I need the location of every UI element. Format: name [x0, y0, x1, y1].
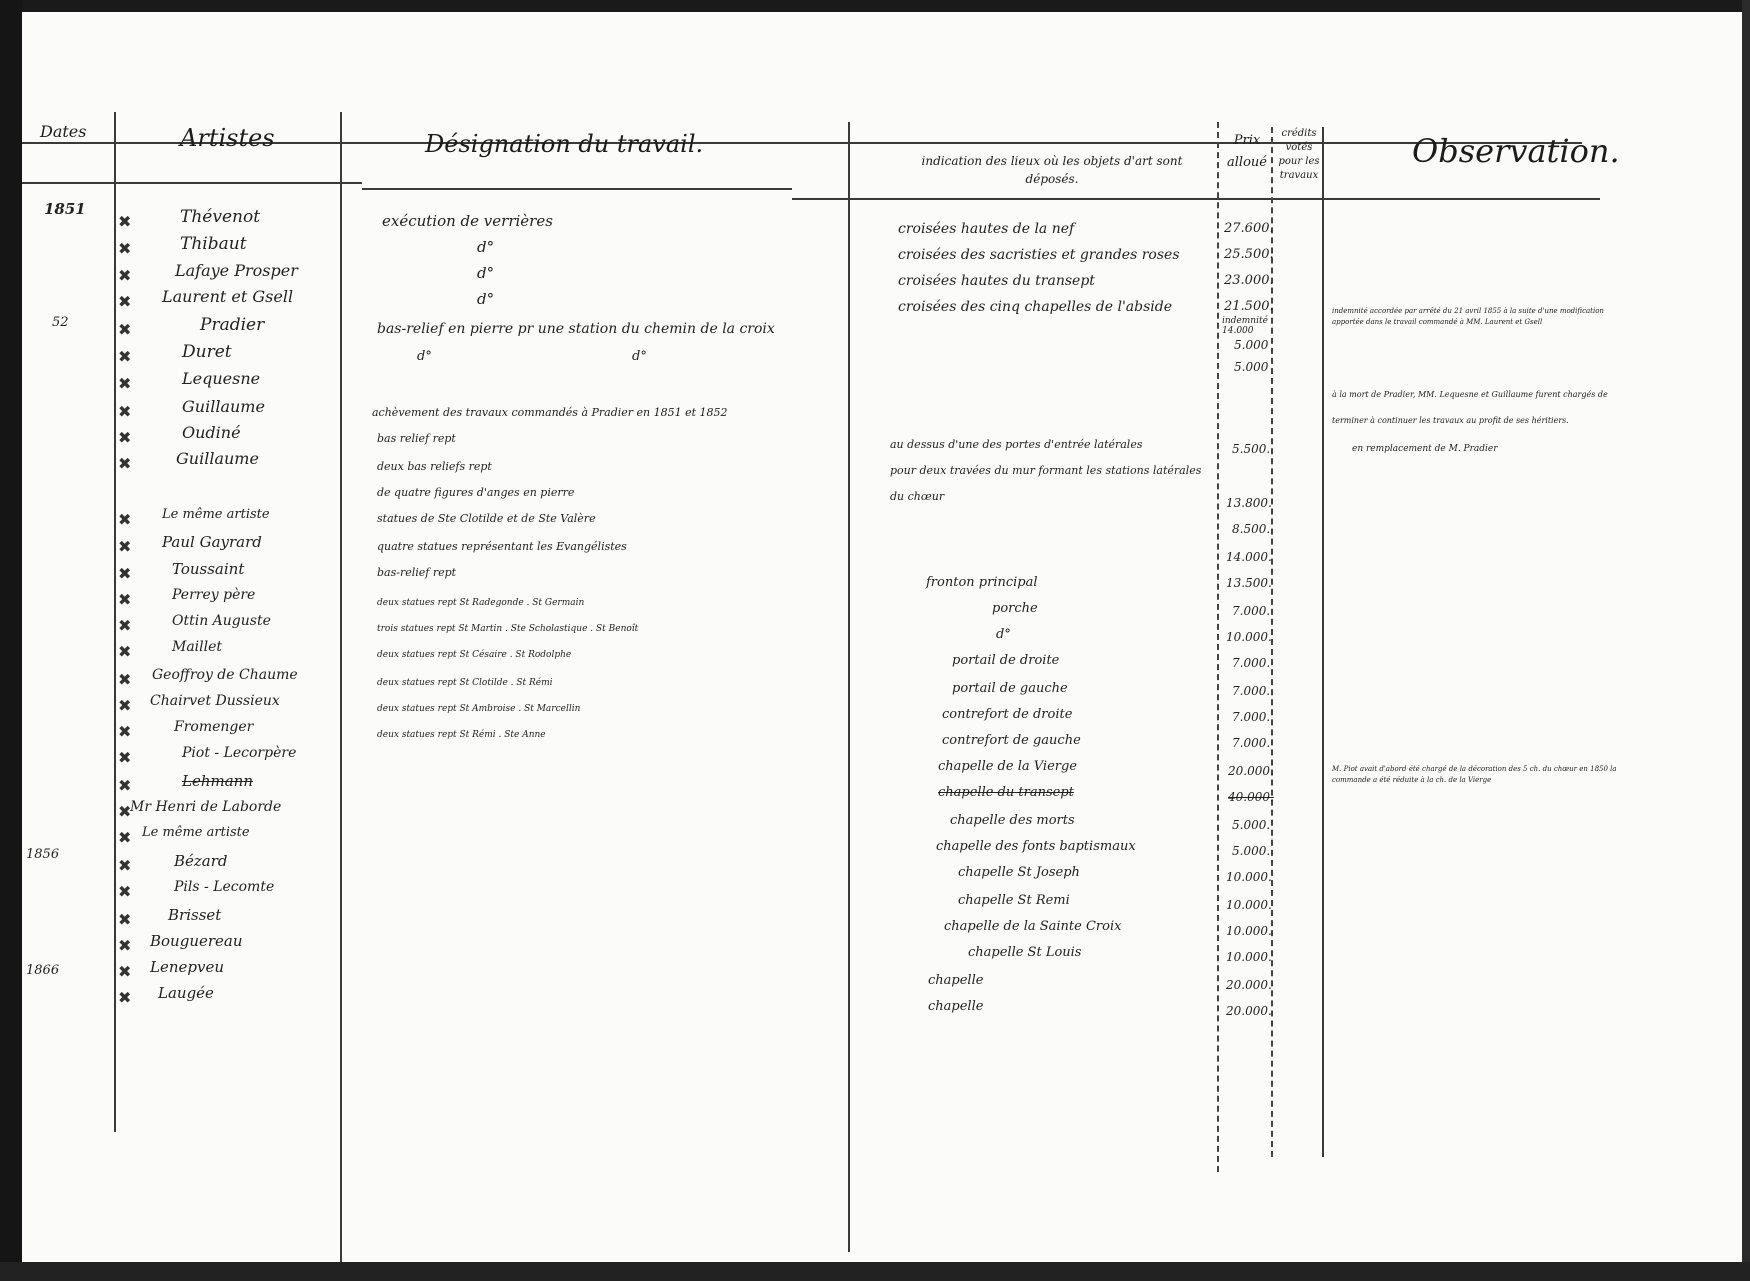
tick-mark: ✖	[118, 802, 132, 821]
artist-row: Le même artiste	[162, 507, 270, 522]
artist-row: Lenepveu	[150, 958, 224, 976]
date-1856: 1856	[26, 847, 60, 862]
tick-mark: ✖	[118, 239, 132, 258]
price-row: 5.000.	[1232, 818, 1271, 832]
price-row: 10.000.	[1226, 630, 1272, 644]
designation-row: bas relief rept	[377, 432, 456, 445]
designation-row: deux bas reliefs rept	[377, 460, 492, 473]
tick-mark: ✖	[118, 374, 132, 393]
tick-mark: ✖	[118, 696, 132, 715]
price-row: 7.000.	[1232, 710, 1271, 724]
artist-row-struck: Lehmann	[182, 772, 253, 790]
price-row: 7.000.	[1232, 656, 1271, 670]
observation-note: à la mort de Pradier, MM. Lequesne et Guillaume furent chargés de terminer à continuer les travaux au profit de ses héritiers.	[1332, 390, 1608, 425]
tick-mark: ✖	[118, 748, 132, 767]
tick-mark: ✖	[118, 402, 132, 421]
designation-row: bas-relief rept	[377, 566, 457, 579]
observation-note: indemnité accordée par arrêté du 21 avril 1855 à la suite d'une modification apportée dans le travail commandé à MM. Laurent et Gsell	[1332, 307, 1604, 326]
designation-row: d°	[417, 349, 432, 364]
location-row: chapelle de la Sainte Croix	[944, 919, 1122, 934]
artist-row: Thibaut	[180, 234, 247, 254]
artist-row: Brisset	[168, 906, 222, 924]
designation-row: deux statues rept St Ambroise . St Marcellin	[377, 704, 581, 714]
price-row: 20.000.	[1228, 764, 1274, 778]
location-row: portail de droite	[952, 653, 1060, 668]
ledger-page	[22, 12, 1742, 1262]
designation-row: bas-relief en pierre pr une station du chemin de la croix	[377, 321, 775, 337]
header-artists: Artistes	[180, 124, 275, 152]
price-row: 23.000.	[1224, 273, 1274, 288]
scan-border-left	[0, 0, 22, 1281]
location-row: fronton principal	[926, 575, 1038, 590]
tick-mark: ✖	[118, 670, 132, 689]
header-rule-right	[792, 198, 1600, 200]
designation-row: deux statues rept St Césaire . St Rodolphe	[377, 650, 572, 660]
col-rule-artists	[340, 112, 342, 1262]
price-row: 10.000.	[1226, 898, 1272, 912]
tick-mark: ✖	[118, 856, 132, 875]
designation-row: deux statues rept St Clotilde . St Rémi	[377, 678, 553, 688]
tick-mark: ✖	[118, 616, 132, 635]
location-row: porche	[992, 601, 1038, 616]
price-row: 5.500.	[1232, 442, 1271, 456]
tick-mark: ✖	[118, 292, 132, 311]
location-row: contrefort de droite	[942, 707, 1073, 722]
header-dates: Dates	[40, 122, 87, 141]
tick-mark: ✖	[118, 882, 132, 901]
location-row: contrefort de gauche	[942, 733, 1081, 748]
location-row: chapelle St Louis	[968, 945, 1082, 960]
location-row: d°	[996, 627, 1011, 642]
scan-border-bottom	[0, 1262, 1750, 1281]
price-row: 8.500.	[1232, 522, 1271, 536]
artist-row: Maillet	[172, 639, 223, 655]
price-row: indemnité 14.000	[1222, 316, 1268, 336]
header-observation: Observation.	[1412, 132, 1620, 170]
price-row: 5.000	[1234, 360, 1269, 374]
location-row: au dessus d'une des portes d'entrée latérales	[890, 438, 1143, 451]
artist-row: Mr Henri de Laborde	[130, 799, 282, 815]
price-row: 13.500.	[1226, 576, 1272, 590]
col-rule-designation	[848, 122, 850, 1252]
artist-row: Paul Gayrard	[162, 533, 262, 551]
designation-row: d°	[477, 290, 495, 308]
artist-row: Geoffroy de Chaume	[152, 667, 298, 683]
price-row: 10.000.	[1226, 950, 1272, 964]
location-row: chapelle des fonts baptismaux	[936, 839, 1136, 854]
location-row: chapelle	[928, 999, 984, 1014]
designation-row: deux statues rept St Rémi . Ste Anne	[377, 730, 546, 740]
scan-border-top	[0, 0, 1750, 12]
header-price: Prix alloué	[1227, 133, 1267, 170]
tick-mark: ✖	[118, 962, 132, 981]
tick-mark: ✖	[118, 910, 132, 929]
col-rule-credits	[1322, 127, 1324, 1157]
designation-row: quatre statues représentant les Evangélistes	[377, 540, 627, 553]
designation-row: trois statues rept St Martin . Ste Scholastique . St Benoît	[377, 624, 639, 634]
tick-mark: ✖	[118, 347, 132, 366]
designation-row: exécution de verrières	[382, 212, 553, 230]
artist-row: Laurent et Gsell	[162, 287, 294, 306]
col-rule-dates	[114, 112, 116, 1132]
tick-mark: ✖	[118, 936, 132, 955]
designation-row: d°	[477, 264, 495, 282]
date-1851: 1851	[44, 200, 86, 218]
designation-row: deux statues rept St Radegonde . St Germain	[377, 598, 585, 608]
scan-border-right	[1742, 0, 1750, 1281]
price-row: 10.000.	[1226, 924, 1272, 938]
artist-row: Fromenger	[174, 719, 254, 735]
artist-row: Chairvet Dussieux	[150, 693, 280, 709]
artist-row: Guillaume	[176, 449, 259, 468]
artist-row: Bézard	[174, 852, 228, 870]
location-row: pour deux travées du mur formant les stations latérales	[890, 464, 1202, 477]
tick-mark: ✖	[118, 454, 132, 473]
artist-row: Bouguereau	[150, 932, 243, 950]
tick-mark: ✖	[118, 642, 132, 661]
observation-note: M. Piot avait d'abord été chargé de la décoration des 5 ch. du chœur en 1850 la commande a été réduite à la ch. de la Vierge	[1332, 765, 1617, 784]
price-row: 7.000.	[1232, 736, 1271, 750]
price-row: 7.000.	[1232, 604, 1271, 618]
artist-row: Oudiné	[182, 423, 241, 442]
designation-row: d°	[477, 238, 495, 256]
artist-row: Lequesne	[182, 369, 261, 388]
location-row: chapelle St Joseph	[958, 865, 1080, 880]
artist-row: Lafaye Prosper	[175, 261, 298, 280]
designation-row: achèvement des travaux commandés à Pradier en 1851 et 1852	[372, 406, 728, 419]
location-row: du chœur	[890, 490, 945, 503]
price-row: 21.500.	[1224, 299, 1274, 314]
location-row: chapelle	[928, 973, 984, 988]
price-row: 20.000.	[1226, 1004, 1272, 1018]
artist-row: Le même artiste	[142, 825, 250, 840]
tick-mark: ✖	[118, 776, 132, 795]
price-row: 10.000.	[1226, 870, 1272, 884]
tick-mark: ✖	[118, 212, 132, 231]
date-1866: 1866	[26, 963, 60, 978]
tick-mark: ✖	[118, 320, 132, 339]
tick-mark: ✖	[118, 537, 132, 556]
artist-row: Pils - Lecomte	[174, 879, 275, 895]
location-row: croisées hautes de la nef	[898, 221, 1075, 237]
location-row: portail de gauche	[952, 681, 1068, 696]
price-row: 25.500.	[1224, 247, 1274, 262]
artist-row: Piot - Lecorpère	[182, 745, 297, 761]
location-row: croisées hautes du transept	[898, 273, 1095, 289]
tick-mark: ✖	[118, 590, 132, 609]
price-row: 14.000.	[1226, 550, 1272, 564]
price-row: 7.000.	[1232, 684, 1271, 698]
artist-row: Toussaint	[172, 560, 245, 578]
tick-mark: ✖	[118, 428, 132, 447]
location-row-struck: chapelle du transept	[938, 785, 1074, 800]
date-52: 52	[52, 315, 69, 330]
price-row: 5.000.	[1232, 844, 1271, 858]
artist-row: Duret	[182, 342, 232, 362]
artist-row: Laugée	[158, 984, 214, 1002]
tick-mark: ✖	[118, 988, 132, 1007]
artist-row: Thévenot	[180, 207, 261, 227]
location-row: chapelle St Remi	[958, 893, 1070, 908]
header-rule-left	[22, 182, 362, 184]
price-row: 5.000	[1234, 338, 1269, 352]
artist-row: Guillaume	[182, 397, 265, 416]
header-location: indication des lieux où les objets d'art sont déposés.	[921, 154, 1183, 186]
designation-row: statues de Ste Clotilde et de Ste Valère	[377, 512, 596, 525]
location-row: croisées des cinq chapelles de l'abside	[898, 299, 1173, 315]
tick-mark: ✖	[118, 722, 132, 741]
artist-row: Ottin Auguste	[172, 613, 271, 629]
tick-mark: ✖	[118, 828, 132, 847]
price-row: 20.000.	[1226, 978, 1272, 992]
header-credits: crédits votés pour les travaux	[1278, 128, 1320, 181]
price-row: 27.600.	[1224, 221, 1274, 236]
location-row: croisées des sacristies et grandes roses	[898, 247, 1180, 263]
designation-row: de quatre figures d'anges en pierre	[377, 486, 575, 499]
observation-note: en remplacement de M. Pradier	[1352, 444, 1498, 454]
col-rule-location	[1217, 122, 1219, 1172]
artist-row: Pradier	[200, 315, 265, 335]
designation-row: d°	[632, 349, 647, 364]
tick-mark: ✖	[118, 510, 132, 529]
location-row: chapelle des morts	[950, 813, 1075, 828]
location-row: chapelle de la Vierge	[938, 759, 1077, 774]
artist-row: Perrey père	[172, 587, 256, 603]
price-row: 13.800.	[1226, 496, 1272, 510]
tick-mark: ✖	[118, 564, 132, 583]
header-designation: Désignation du travail.	[425, 130, 704, 158]
header-rule-mid	[362, 188, 792, 190]
price-row-struck: 40.000.	[1228, 790, 1274, 804]
tick-mark: ✖	[118, 266, 132, 285]
